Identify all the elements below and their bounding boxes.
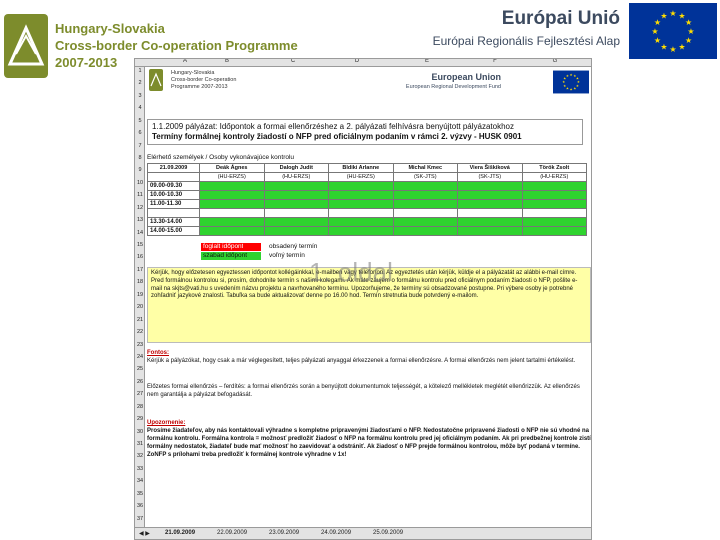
- person-cell[interactable]: Michal Kmec: [393, 164, 458, 173]
- slot-cell[interactable]: [393, 200, 458, 209]
- instructions-note: Kérjük, hogy előzetesen egyeztessen időpontot kollégáinkkal, e-mailben vagy telefonon. Az egyeztetés után kérjük, küldje el a pályázatát az alábbi e-mail címre. Pred formálnou kontrolou si, prosím, dohodnite termín s našimi kolegami. Ak máte záujem o formálnu kontrolu pred oficiálnym podaním žiadosti o NFP, pošlite e-mail na skjts@vati.hu s uvedením názvu projektu a navrhovaného termínu. Upozorňujeme, že termíny sú obsadzované postupne. Pri výbere osoby je potrebné zohľadniť jazykové znalosti. Tabuľka sa bude aktualizovať denne po 16.00 hod. Termín stretnutia bude potvrdený e-mailom.: [147, 267, 591, 343]
- eu-star-icon: ★: [573, 86, 577, 91]
- slot-cell[interactable]: [393, 218, 458, 227]
- row-number[interactable]: 34: [136, 478, 144, 485]
- row-number[interactable]: 22: [136, 329, 144, 336]
- sheet-tab[interactable]: 22.09.2009: [217, 530, 248, 536]
- row-number[interactable]: 25: [136, 366, 144, 373]
- eu-star-icon: ★: [660, 11, 668, 21]
- row-number[interactable]: 6: [138, 130, 142, 137]
- slot-cell[interactable]: [200, 209, 265, 218]
- eu-star-icon: ★: [565, 73, 569, 78]
- row-number[interactable]: 23: [136, 341, 144, 348]
- row-number[interactable]: 33: [136, 465, 144, 472]
- eu-star-icon: ★: [660, 42, 668, 52]
- column-header[interactable]: D: [354, 58, 360, 64]
- slot-cell[interactable]: [329, 182, 394, 191]
- org-cell[interactable]: (SK-JTS): [393, 173, 458, 182]
- eu-star-icon: ★: [565, 86, 569, 91]
- sheet-tab[interactable]: 25.09.2009: [373, 530, 404, 536]
- slot-cell[interactable]: [458, 191, 523, 200]
- time-cell[interactable]: [148, 209, 200, 218]
- row-number[interactable]: 10: [136, 179, 144, 186]
- row-number[interactable]: 3: [138, 92, 142, 99]
- eu-star-icon: ★: [562, 80, 566, 85]
- eu-star-icon: ★: [685, 36, 693, 45]
- slot-cell[interactable]: [522, 218, 587, 227]
- section-1: [147, 349, 591, 365]
- mini-eu-flag-icon: [553, 69, 589, 95]
- slot-cell[interactable]: [458, 182, 523, 191]
- column-header[interactable]: G: [552, 58, 558, 64]
- programme-line: 2007-2013: [55, 55, 118, 70]
- row-number[interactable]: 21: [136, 316, 144, 323]
- row-number[interactable]: 11: [137, 192, 143, 199]
- section-3-title: Upozornenie:: [147, 420, 186, 426]
- row-number[interactable]: 26: [136, 378, 144, 385]
- org-cell[interactable]: (SK-JTS): [458, 173, 523, 182]
- person-cell[interactable]: Deák Ágnes: [200, 164, 265, 173]
- slot-cell[interactable]: [458, 227, 523, 236]
- time-slot-row: [148, 218, 587, 227]
- slot-cell[interactable]: [200, 218, 265, 227]
- slot-cell[interactable]: [264, 218, 329, 227]
- eu-star-icon: ★: [678, 11, 686, 21]
- mini-programme-name: [171, 70, 281, 91]
- row-number[interactable]: 30: [136, 428, 144, 435]
- row-number[interactable]: 13: [136, 217, 144, 224]
- slot-cell[interactable]: [264, 200, 329, 209]
- row-number[interactable]: 18: [136, 279, 144, 286]
- row-number[interactable]: 24: [136, 353, 144, 360]
- legend-free-sk: voľný termín: [269, 252, 305, 259]
- row-number[interactable]: 7: [138, 142, 142, 149]
- section-1-text: Kérjük a pályázókat, hogy csak a már véglegesített, teljes pályázati anyaggal érkezzenek a formai ellenőrzésre. A formai ellenőrzés nem jelent tartalmi értékelést.: [147, 358, 576, 364]
- slot-cell[interactable]: [329, 200, 394, 209]
- slot-cell[interactable]: [329, 191, 394, 200]
- eu-star-icon: ★: [685, 18, 693, 27]
- row-number[interactable]: 27: [136, 391, 144, 398]
- column-header[interactable]: F: [493, 58, 497, 64]
- row-number[interactable]: 28: [136, 403, 144, 410]
- row-number[interactable]: 14: [136, 229, 144, 236]
- mini-programme-logo-icon: [149, 69, 163, 91]
- time-slot-row: [148, 200, 587, 209]
- person-cell[interactable]: Viera Šiškiková: [458, 164, 523, 173]
- sheet-grid: [145, 67, 592, 529]
- row-number[interactable]: 12: [136, 204, 144, 211]
- slot-cell[interactable]: [200, 182, 265, 191]
- slot-cell[interactable]: [393, 227, 458, 236]
- legend-booked-hu: foglalt időpont: [203, 243, 244, 250]
- column-header[interactable]: E: [424, 58, 429, 64]
- mini-programme-line: Hungary-Slovakia: [171, 70, 215, 76]
- programme-line: Cross-border Co-operation Programme: [55, 38, 298, 53]
- title-line-2: Termíny formálnej kontroly žiadostí o NFP pred oficiálnym podaním v rámci 2. výzvy - HUSK 0901: [152, 132, 522, 141]
- slot-cell[interactable]: [329, 227, 394, 236]
- eu-star-icon: ★: [651, 27, 659, 36]
- row-number[interactable]: 1: [138, 68, 142, 74]
- row-number[interactable]: 5: [138, 117, 142, 124]
- eu-flag-icon: [629, 3, 717, 59]
- sheet-tab[interactable]: 24.09.2009: [321, 530, 352, 536]
- page-watermark: 1. oldal: [309, 257, 393, 287]
- slot-cell[interactable]: [458, 218, 523, 227]
- org-cell[interactable]: (HU-ERZS): [329, 173, 394, 182]
- section-3-text: Prosíme žiadateľov, aby nás kontaktovali výhradne s kompletne pripravenými žiadosťami o NFP. Nedostatočne pripravené žiadosti o NFP nie sú vhodné na formálnu kontrolu. Formálna kontrola = možnosť predložiť žiadosť o NFP na formálnu kontrolu pred jej oficiálnym podaním. Ak pri predbežnej kontrole zistí formálny nedostatok, žiadateľ bude mať možnosť ho zaevidovať a odstrániť. Ak žiadosť o NFP prejde formálnou kontrolou, môže byť podaná v termíne. ZoNFP s prílohami treba predložiť k formálnej kontrole výhradne v 1x!: [147, 428, 591, 458]
- org-cell[interactable]: (HU-ERZS): [522, 173, 587, 182]
- section-3: [147, 419, 591, 459]
- eu-title: Európai Unió: [501, 8, 620, 29]
- section-1-title: Fontos:: [147, 350, 169, 356]
- column-header[interactable]: C: [290, 58, 296, 64]
- slot-cell[interactable]: [522, 182, 587, 191]
- tab-nav-icon[interactable]: ◀ ▶: [139, 531, 150, 537]
- time-cell[interactable]: 13.30-14.00: [148, 218, 200, 227]
- sheet-tab[interactable]: 23.09.2009: [269, 530, 300, 536]
- person-cell[interactable]: Bldiki Arlanne: [329, 164, 394, 173]
- slot-cell[interactable]: [522, 209, 587, 218]
- org-cell[interactable]: (HU-ERZS): [264, 173, 329, 182]
- eu-star-icon: ★: [687, 27, 695, 36]
- contact-persons-label: Elérhető személyek / Osoby vykonávajúce kontrolu: [147, 154, 295, 161]
- legend-free-hu: szabad időpont: [203, 252, 248, 259]
- time-cell[interactable]: 14.00-15.00: [148, 227, 200, 236]
- row-number[interactable]: 31: [136, 440, 144, 447]
- eu-star-icon: ★: [569, 87, 573, 92]
- person-cell[interactable]: Dalogh Judit: [264, 164, 329, 173]
- mini-eu-title: European Union: [431, 72, 501, 82]
- column-header[interactable]: B: [224, 58, 229, 64]
- slot-cell[interactable]: [393, 182, 458, 191]
- row-number[interactable]: 37: [136, 515, 144, 522]
- time-cell[interactable]: 11.00-11.30: [148, 200, 200, 209]
- person-cell[interactable]: Török Zsolt: [522, 164, 587, 173]
- table-header-row: [148, 164, 587, 173]
- row-number[interactable]: 4: [138, 105, 142, 112]
- column-headers: [135, 59, 592, 67]
- eu-star-icon: ★: [653, 18, 661, 27]
- date-cell[interactable]: 21.09.2009: [148, 164, 200, 173]
- row-number[interactable]: 2: [138, 80, 142, 87]
- eu-star-icon: ★: [575, 83, 579, 88]
- slot-cell[interactable]: [393, 191, 458, 200]
- eu-star-icon: ★: [678, 42, 686, 52]
- row-number[interactable]: 20: [136, 304, 144, 311]
- row-number[interactable]: 8: [138, 155, 142, 162]
- row-number[interactable]: 19: [136, 291, 144, 298]
- slot-cell[interactable]: [522, 200, 587, 209]
- eu-star-icon: ★: [563, 83, 567, 88]
- eu-star-icon: ★: [575, 76, 579, 81]
- row-number[interactable]: 36: [136, 503, 144, 510]
- row-number[interactable]: 32: [136, 453, 144, 460]
- slot-cell[interactable]: [522, 191, 587, 200]
- row-headers: [135, 67, 145, 529]
- slot-cell[interactable]: [458, 200, 523, 209]
- row-number[interactable]: 17: [136, 266, 144, 273]
- sheet-tab[interactable]: 21.09.2009: [165, 530, 196, 536]
- eu-star-icon: ★: [569, 72, 573, 77]
- lunch-row: [148, 209, 587, 218]
- row-number[interactable]: 29: [136, 416, 144, 423]
- slot-cell[interactable]: [264, 191, 329, 200]
- slot-cell[interactable]: [264, 182, 329, 191]
- org-cell[interactable]: (HU-ERZS): [200, 173, 265, 182]
- row-number[interactable]: 35: [136, 490, 144, 497]
- sheet-tabs: [135, 527, 592, 539]
- eu-star-icon: ★: [576, 80, 580, 85]
- slot-cell[interactable]: [458, 209, 523, 218]
- eu-subtitle: Európai Regionális Fejlesztési Alap: [432, 34, 620, 48]
- mini-eu-subtitle: European Regional Development Fund: [405, 84, 501, 90]
- slot-cell[interactable]: [393, 209, 458, 218]
- slot-cell[interactable]: [264, 209, 329, 218]
- slot-cell[interactable]: [329, 209, 394, 218]
- slot-cell[interactable]: [200, 200, 265, 209]
- empty-cell[interactable]: [148, 173, 200, 182]
- time-cell[interactable]: 10.00-10.30: [148, 191, 200, 200]
- title-line-1: 1.1.2009 pályázat: Időpontok a formai ellenőrzéshez a 2. pályázati felhívásra benyújtott pályázatokhoz: [152, 122, 515, 131]
- mini-programme-line: Cross-border Co-operation: [171, 77, 237, 83]
- legend-booked-sk: obsadený termín: [269, 243, 318, 250]
- slot-cell[interactable]: [522, 227, 587, 236]
- row-number[interactable]: 16: [136, 254, 144, 261]
- programme-line: Hungary-Slovakia: [55, 21, 165, 36]
- time-slot-row: [148, 182, 587, 191]
- time-slot-row: [148, 227, 587, 236]
- table-org-row: [148, 173, 587, 182]
- section-2-text: Előzetes formai ellenőrzés – ferdítés: a formai ellenőrzés során a benyújtott dokumentumok teljességét, a kötelező mellékletek meglétét ellenőrizzük. Az ellenőrzés nem garantálja a pályázat befogadását.: [147, 384, 580, 398]
- slot-cell[interactable]: [264, 227, 329, 236]
- mini-programme-line: Programme 2007-2013: [171, 84, 228, 90]
- row-number[interactable]: 9: [138, 167, 142, 174]
- programme-logo-icon: [4, 14, 48, 78]
- eu-star-icon: ★: [669, 9, 677, 18]
- column-header[interactable]: A: [182, 58, 187, 64]
- eu-star-icon: ★: [573, 73, 577, 78]
- slot-cell[interactable]: [200, 191, 265, 200]
- spreadsheet[interactable]: [134, 58, 592, 540]
- row-number[interactable]: 15: [136, 242, 144, 249]
- eu-star-icon: ★: [653, 36, 661, 45]
- slot-cell[interactable]: [329, 218, 394, 227]
- eu-star-icon: ★: [669, 45, 677, 54]
- time-cell[interactable]: 09.00-09.30: [148, 182, 200, 191]
- time-slot-row: [148, 191, 587, 200]
- sheet-title-box[interactable]: [147, 119, 583, 145]
- slot-cell[interactable]: [200, 227, 265, 236]
- appointment-table: [147, 163, 587, 236]
- eu-star-icon: ★: [563, 76, 567, 81]
